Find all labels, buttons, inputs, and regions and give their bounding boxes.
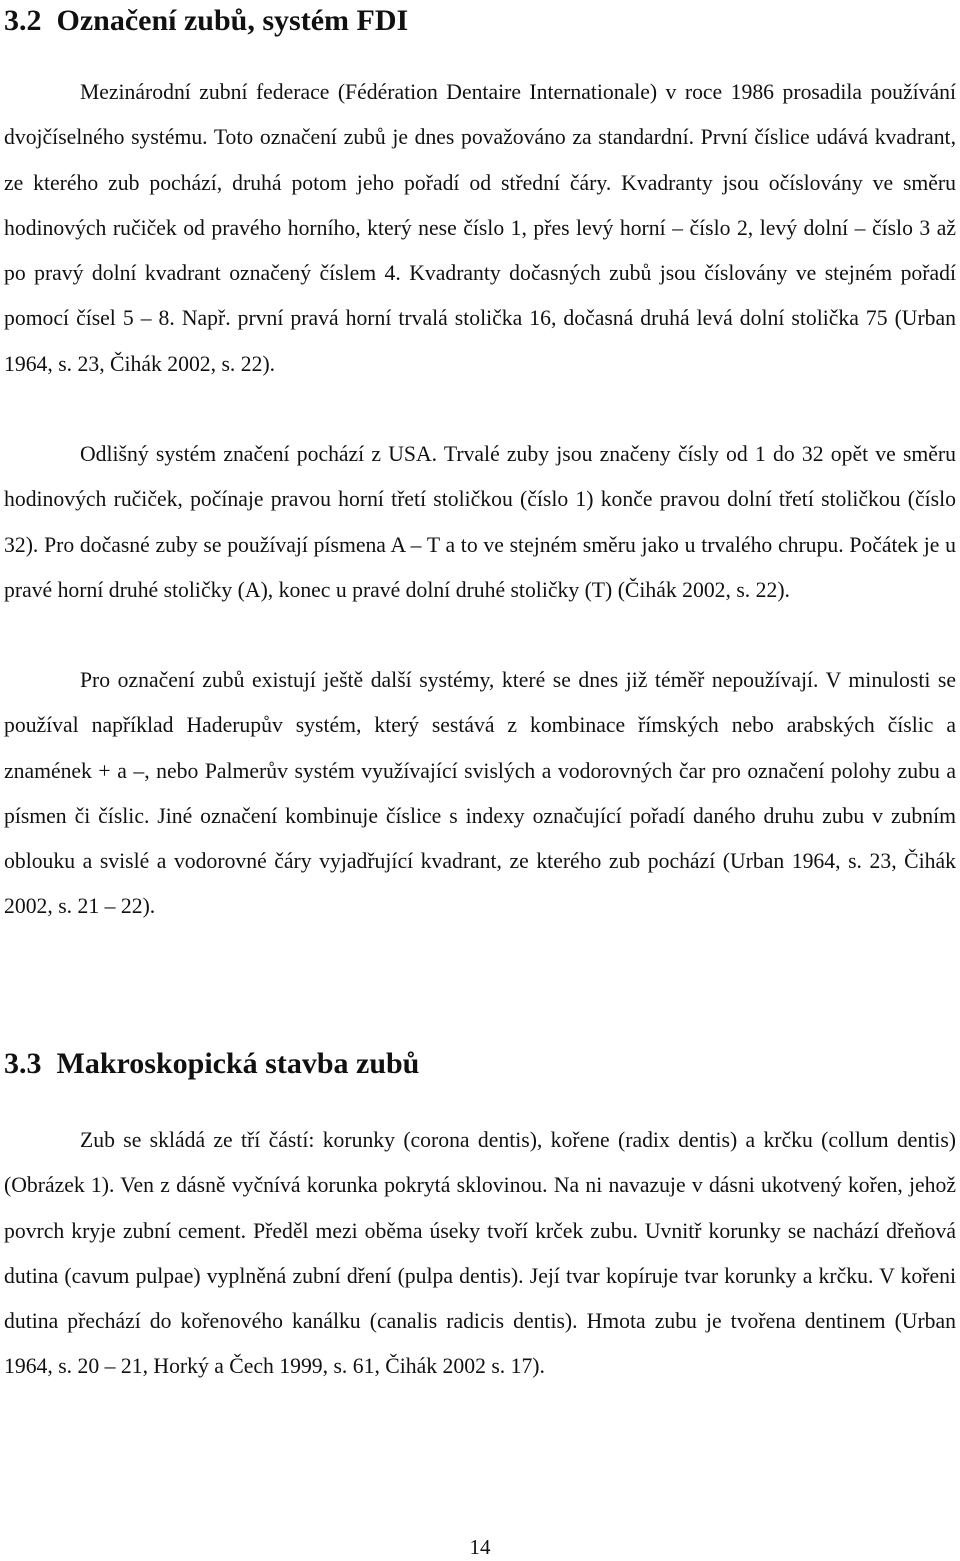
section-number: 3.3 bbox=[4, 1047, 42, 1080]
section-title: Makroskopická stavba zubů bbox=[56, 1047, 420, 1080]
section-title: Označení zubů, systém FDI bbox=[56, 4, 409, 37]
paragraph-macro-structure: Zub se skládá ze tří částí: korunky (corona dentis), kořene (radix dentis) a krčku (collum dentis) (Obrázek 1). Ven z dásně vyčnívá korunka pokrytá sklovinou. Na ni navazuje v dásni ukotvený kořen, jehož povrch kryje zubní cement. Předěl mezi oběma úseky tvoří krček zubu. Uvnitř korunky se nachází dřeňová dutina (cavum pulpae) vyplněná zubní dření (pulpa dentis). Její tvar kopíruje tvar korunky a krčku. V kořeni dutina přechází do kořenového kanálku (canalis radicis dentis). Hmota zubu je tvořena dentinem (Urban 1964, s. 20 – 21, Horký a Čech 1999, s. 61, Čihák 2002 s. 17). bbox=[4, 1128, 956, 1379]
paragraph-other-systems: Pro označení zubů existují ještě další systémy, které se dnes již téměř nepoužívají. V minulosti se používal například Haderupův systém, který sestává z kombinace římských nebo arabských číslic a znamének + a –, nebo Palmerův systém využívající svislých a vodorovných čar pro označení polohy zubu a písmen či číslic. Jiné označení kombinuje číslice s indexy označující pořadí daného druhu zubu v zubním oblouku a svislé a vodorovné čáry vyjadřující kvadrant, ze kterého zub pochází (Urban 1964, s. 23, Čihák 2002, s. 21 – 22). bbox=[4, 668, 956, 919]
page-number: 14 bbox=[469, 1535, 491, 1559]
section-heading-3-3 bbox=[4, 1046, 419, 1082]
section-heading-3-2 bbox=[4, 3, 408, 39]
paragraph-fdi-intro: Mezinárodní zubní federace (Fédération Dentaire Internationale) v roce 1986 prosadila používání dvojčíselného systému. Toto označení zubů je dnes považováno za standardní. První číslice udává kvadrant, ze kterého zub pochází, druhá potom jeho pořadí od střední čáry. Kvadranty jsou očíslovány ve směru hodinových ručiček od pravého horního, který nese číslo 1, přes levý horní – číslo 2, levý dolní – číslo 3 až po pravý dolní kvadrant označený číslem 4. Kvadranty dočasných zubů jsou číslovány ve stejném pořadí pomocí čísel 5 – 8. Např. první pravá horní trvalá stolička 16, dočasná druhá levá dolní stolička 75 (Urban 1964, s. 23, Čihák 2002, s. 22). bbox=[4, 80, 956, 376]
section-number: 3.2 bbox=[4, 4, 42, 37]
paragraph-usa-system: Odlišný systém značení pochází z USA. Trvalé zuby jsou značeny čísly od 1 do 32 opět ve směru hodinových ručiček, počínaje pravou horní třetí stoličkou (číslo 1) konče pravou dolní třetí stoličkou (číslo 32). Pro dočasné zuby se používají písmena A – T a to ve stejném směru jako u trvalého chrupu. Počátek je u pravé horní druhé stoličky (A), konec u pravé dolní druhé stoličky (T) (Čihák 2002, s. 22). bbox=[4, 442, 956, 602]
